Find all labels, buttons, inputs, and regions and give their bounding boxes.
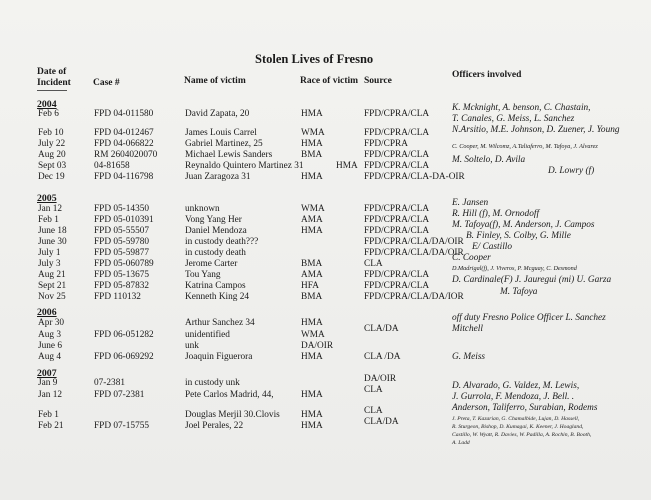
officer-cell: M. Soltelo, D. Avila: [452, 155, 526, 165]
source-cell: FPD/CPRA/CLA: [364, 215, 430, 225]
officer-cell: R. Sturgeon, Bishop, D. Kumagai, K. Keener, J. Hoagland,: [452, 424, 584, 430]
source-cell: CLA: [364, 385, 383, 395]
race-cell: DA/OIR: [301, 341, 334, 351]
officer-cell: J. Preta, T. Kazarian, G. Chamalbide, Lujan, D. Hassell,: [452, 416, 580, 422]
officer-cell: C. Cooper, M. Wilcomz, A.Taliaferro, M. Tafoya, J. Alvarez: [452, 143, 598, 150]
header-underline: [37, 90, 67, 91]
source-cell: FPD/CPRA/CLA: [364, 150, 430, 160]
officer-cell: off duty Fresno Police Officer L. Sanchez: [452, 313, 606, 323]
year-2005: 2005: [37, 193, 57, 204]
source-cell: FPD/CPRA/CLA: [364, 128, 430, 138]
header-case: Case #: [93, 78, 120, 88]
officer-cell: C. Cooper: [452, 253, 491, 263]
source-cell: CLA /DA: [364, 352, 401, 362]
case-cell: FPD 04-011580: [94, 109, 154, 119]
victim-name: Michael Lewis Sanders: [185, 150, 273, 160]
victim-name: unknown: [185, 204, 220, 214]
source-cell: FPD/CPRA/CLA/DA/OIR: [364, 237, 464, 247]
officer-cell: A. Ladd: [452, 440, 470, 446]
officer-cell: D. Cardinale(F) J. Jauregui (mi) U. Garza: [452, 275, 612, 285]
case-cell: FPD 07-2381: [94, 390, 145, 400]
race-cell: WMA: [301, 330, 325, 340]
race-cell: HMA: [301, 390, 323, 400]
race-cell: AMA: [301, 215, 323, 225]
year-2007: 2007: [37, 368, 57, 379]
race-cell: BMA: [301, 292, 323, 302]
case-cell: FPD 05-59780: [94, 237, 150, 247]
officer-cell: D. Lowry (f): [548, 166, 595, 176]
officer-cell: G. Meiss: [452, 352, 486, 362]
date-cell: July 22: [38, 139, 66, 149]
race-cell: WMA: [301, 128, 325, 138]
header-date: Date of: [37, 67, 67, 77]
source-cell: FPD/CPRA/CLA: [364, 161, 430, 171]
case-cell: 07-2381: [94, 378, 125, 388]
race-cell: HMA: [301, 352, 323, 362]
source-cell: FPD/CPRA/CLA: [364, 204, 430, 214]
officer-cell: Anderson, Taliferro, Surabian, Rodems: [452, 403, 598, 413]
victim-name: Juan Zaragoza 31: [185, 172, 251, 182]
officer-cell: K. Mcknight, A. benson, C. Chastain,: [452, 103, 591, 113]
victim-name: Gabriel Martinez, 25: [185, 139, 263, 149]
victim-name: Reynaldo Quintero Martinez 31: [185, 161, 304, 171]
date-cell: June 6: [38, 341, 63, 351]
date-cell: Feb 10: [38, 128, 64, 138]
case-cell: FPD 05-55507: [94, 226, 150, 236]
victim-name: Vong Yang Her: [185, 215, 242, 225]
case-cell: FPD 04-116798: [94, 172, 154, 182]
source-cell: CLA/DA: [364, 324, 399, 334]
source-cell: FPD/CPRA/CLA: [364, 109, 430, 119]
date-cell: Sept 03: [38, 161, 67, 171]
officer-cell: Castillo, W. Wyatt, R. Davies, W. Padilla, A. Rochin, B. Booth,: [452, 432, 592, 438]
case-cell: FPD 04-066822: [94, 139, 154, 149]
case-cell: FPD 05-13675: [94, 270, 150, 280]
source-cell: FPD/CPRA: [364, 139, 408, 149]
case-cell: FPD 04-012467: [94, 128, 154, 138]
date-cell: Aug 20: [38, 150, 66, 160]
case-cell: RM 2604020070: [94, 150, 158, 160]
officer-cell: D.Madrigal(f), J. Viveros, P. Mcguay, C. Desmond: [452, 265, 577, 272]
case-cell: FPD 06-069292: [94, 352, 154, 362]
source-cell: FPD/CPRA/CLA/DA/IOR: [364, 292, 464, 302]
date-cell: Aug 3: [38, 330, 61, 340]
race-cell: BMA: [301, 259, 323, 269]
victim-name: Joel Perales, 22: [185, 421, 244, 431]
date-cell: Aug 4: [38, 352, 61, 362]
source-cell: FPD/CPRA/CLA/DA/OIR: [364, 248, 464, 258]
source-cell: DA/OIR: [364, 374, 397, 384]
case-cell: FPD 05-87832: [94, 281, 150, 291]
victim-name: Jerome Carter: [185, 259, 238, 269]
race-cell: HFA: [301, 281, 319, 291]
date-cell: Sept 21: [38, 281, 67, 291]
victim-name: Arthur Sanchez 34: [185, 318, 255, 328]
officer-cell: D. Alvarado, G. Valdez, M. Lewis,: [452, 381, 580, 391]
officer-cell: N.Arsitio, M.E. Johnson, D. Zuener, J. Young: [452, 125, 620, 135]
page-title: Stolen Lives of Fresno: [255, 52, 374, 66]
officer-cell: E. Jansen: [452, 198, 489, 208]
date-cell: Nov 25: [38, 292, 66, 302]
race-cell: BMA: [301, 150, 323, 160]
victim-name: Tou Yang: [185, 270, 221, 280]
case-cell: FPD 05-59877: [94, 248, 150, 258]
date-cell: Jan 12: [38, 204, 63, 214]
date-cell: Jan 9: [38, 378, 58, 388]
officer-cell: R. Hill (f), M. Ornodoff: [452, 209, 540, 219]
case-cell: FPD 07-15755: [94, 421, 150, 431]
header-name: Name of victim: [184, 76, 246, 86]
officer-cell: E/ Castillo: [472, 242, 513, 252]
race-cell: HMA: [301, 139, 323, 149]
date-cell: Feb 1: [38, 410, 59, 420]
victim-name: Daniel Mendoza: [185, 226, 247, 236]
race-cell: HMA: [301, 318, 323, 328]
officer-cell: B. Finley, S. Colby, G. Mille: [466, 231, 571, 241]
source-cell: FPD/CPRA/CLA: [364, 226, 430, 236]
date-cell: Feb 6: [38, 109, 59, 119]
date-cell: Aug 21: [38, 270, 66, 280]
victim-name: in custody death???: [185, 237, 259, 247]
header-officers: Officers involved: [452, 70, 522, 80]
source-cell: CLA: [364, 259, 383, 269]
case-cell: FPD 05-060789: [94, 259, 154, 269]
victim-name: in custody death: [185, 248, 246, 258]
victim-name: Douglas Merjil 30.Clovis: [185, 410, 280, 420]
case-cell: 04-81658: [94, 161, 130, 171]
source-cell: FPD/CPRA/CLA-DA-OIR: [364, 172, 465, 182]
race-cell: AMA: [301, 270, 323, 280]
victim-name: Kenneth King 24: [185, 292, 250, 302]
date-cell: Feb 1: [38, 215, 59, 225]
officer-cell: T. Canales, G. Meiss, L. Sanchez: [452, 114, 575, 124]
race-cell: HMA: [301, 226, 323, 236]
date-cell: July 3: [38, 259, 61, 269]
race-cell: HMA: [301, 410, 323, 420]
year-2004: 2004: [37, 99, 57, 110]
header-incident: Incident: [37, 78, 71, 88]
source-cell: FPD/CPRA/CLA: [364, 270, 430, 280]
case-cell: FPD 110132: [94, 292, 141, 302]
date-cell: July 1: [38, 248, 61, 258]
victim-name: in custody unk: [185, 378, 240, 388]
case-cell: FPD 06-051282: [94, 330, 154, 340]
date-cell: Feb 21: [38, 421, 64, 431]
victim-name: Joaquin Figuerora: [185, 352, 253, 362]
date-cell: June 18: [38, 226, 67, 236]
race-cell: HMA: [301, 109, 323, 119]
race-cell: HMA: [301, 421, 323, 431]
victim-name: David Zapata, 20: [185, 109, 250, 119]
case-cell: FPD 05-010391: [94, 215, 154, 225]
officer-cell: Mitchell: [452, 324, 483, 334]
victim-name: Pete Carlos Madrid, 44,: [185, 390, 274, 400]
officer-cell: M. Tafoya(f), M. Anderson, J. Campos: [452, 220, 595, 230]
date-cell: June 30: [38, 237, 67, 247]
race-cell: WMA: [301, 204, 325, 214]
victim-name: James Louis Carrel: [185, 128, 257, 138]
race-cell: HMA: [301, 172, 323, 182]
case-cell: FPD 05-14350: [94, 204, 150, 214]
year-2006: 2006: [37, 307, 57, 318]
source-cell: CLA/DA: [364, 417, 399, 427]
header-race: Race of victim: [300, 76, 359, 86]
date-cell: Jan 12: [38, 390, 63, 400]
source-cell: FPD/CPRA/CLA: [364, 281, 430, 291]
date-cell: Apr 30: [38, 318, 65, 328]
header-source: Source: [364, 76, 392, 86]
source-cell: CLA: [364, 406, 383, 416]
date-cell: Dec 19: [38, 172, 65, 182]
race-cell: HMA: [336, 161, 358, 171]
victim-name: Katrina Campos: [185, 281, 246, 291]
officer-cell: M. Tafoya: [500, 287, 538, 297]
victim-name: unidentified: [185, 330, 230, 340]
officer-cell: J. Gurrola, F. Mendoza, J. Bell. .: [452, 392, 575, 402]
victim-name: unk: [185, 341, 199, 351]
